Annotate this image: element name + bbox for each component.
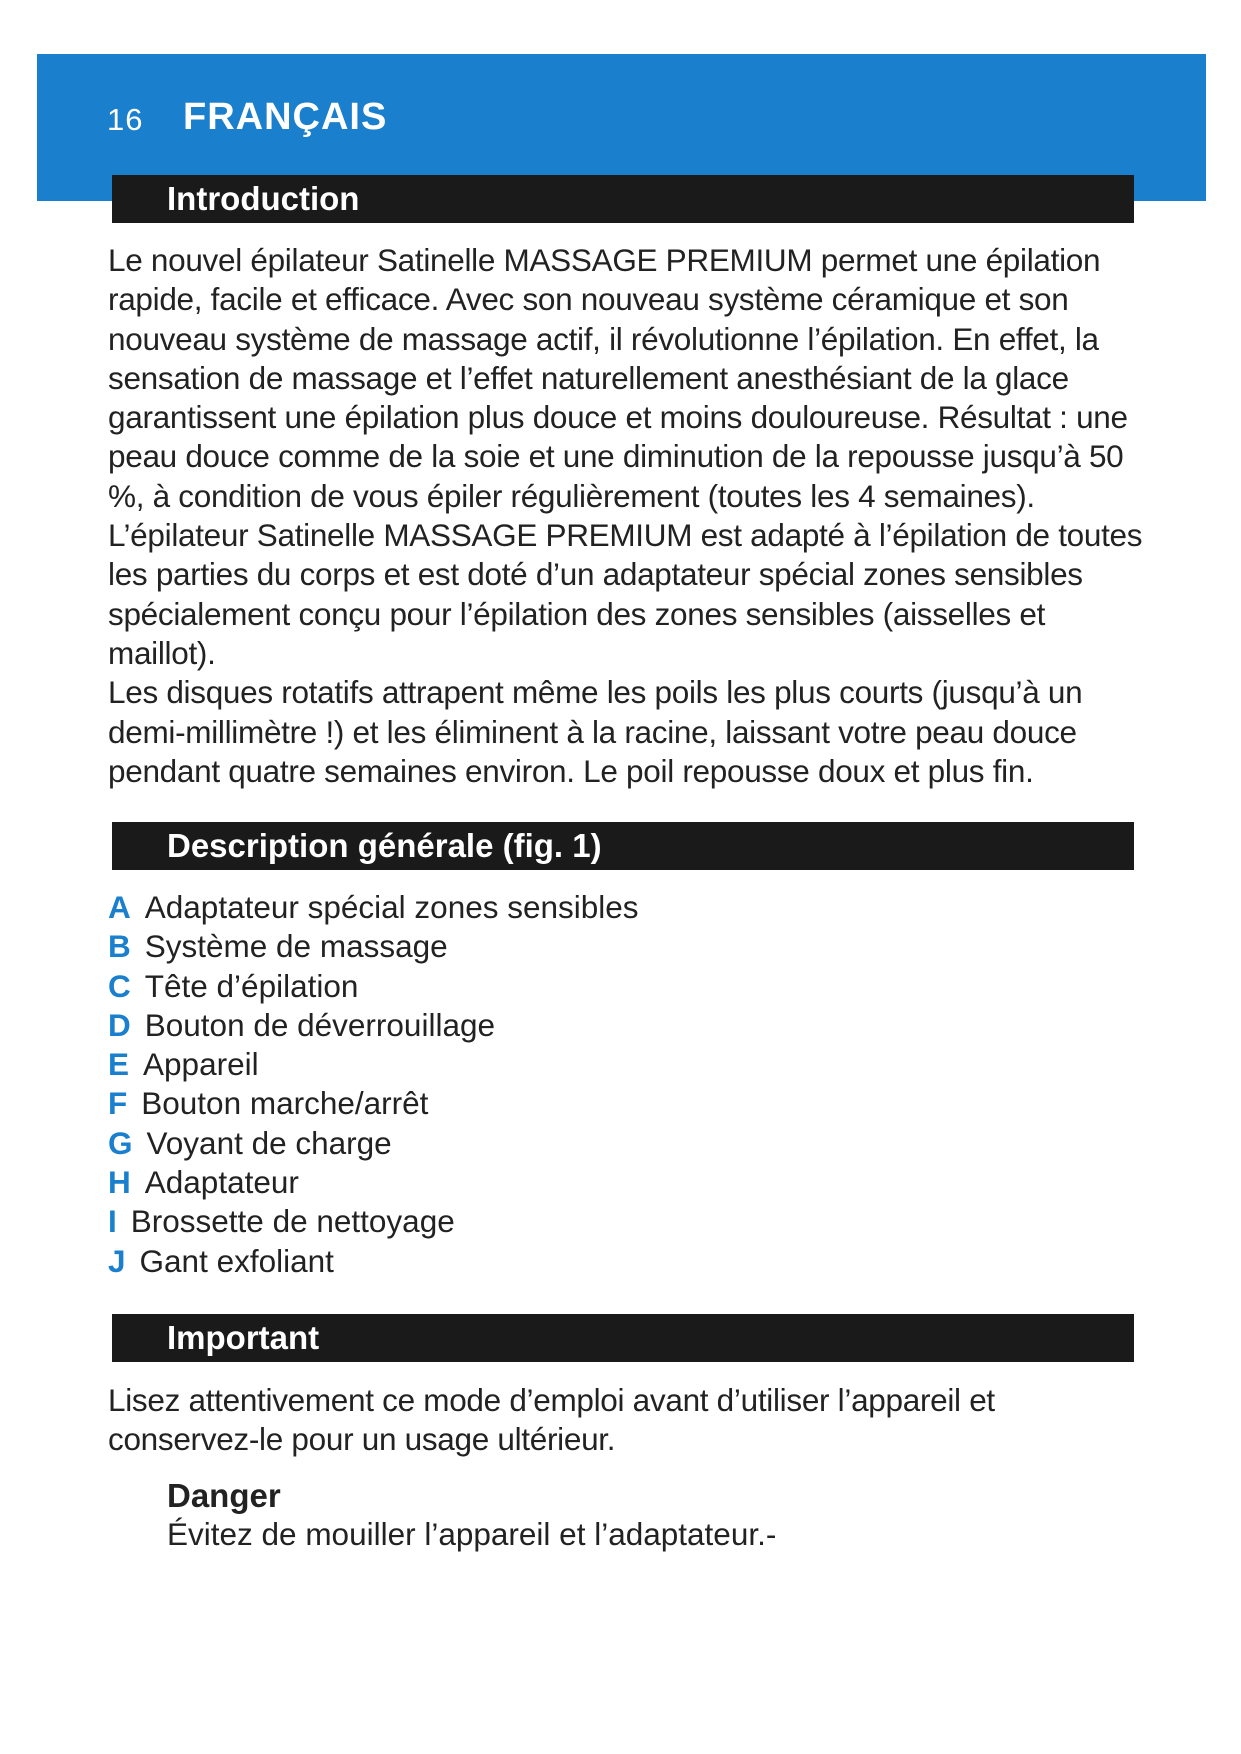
section-heading-introduction: Introduction	[112, 175, 1134, 223]
part-label: Gant exfoliant	[139, 1242, 334, 1279]
part-letter: E	[108, 1046, 130, 1083]
list-item	[108, 888, 639, 927]
section-heading-important: Important	[112, 1314, 1134, 1362]
part-label: Appareil	[143, 1046, 259, 1083]
language-title: FRANÇAIS	[183, 96, 388, 138]
section-heading-general-description: Description générale (fig. 1)	[112, 822, 1134, 870]
important-body	[108, 1381, 1028, 1460]
list-item	[108, 1202, 639, 1241]
page-number: 16	[107, 102, 144, 137]
list-item	[108, 927, 639, 966]
part-letter: H	[108, 1164, 131, 1201]
list-item	[108, 1242, 639, 1281]
introduction-paragraph: Les disques rotatifs attrapent même les poils les plus courts (jusqu’à un demi-millimètre !) et les éliminent à la racine, laissant votre peau douce pendant quatre semaines environ. Le poil repousse doux et plus fin.	[108, 674, 1083, 789]
list-item	[108, 1045, 639, 1084]
part-label: Bouton de déverrouillage	[144, 1006, 496, 1043]
part-label: Système de massage	[144, 928, 448, 965]
part-label: Voyant de charge	[146, 1124, 392, 1161]
danger-block	[167, 1476, 776, 1555]
list-item	[108, 1163, 639, 1202]
parts-list	[108, 888, 639, 1281]
part-label: Adaptateur spécial zones sensibles	[144, 889, 639, 925]
part-letter: J	[108, 1242, 126, 1279]
list-item	[108, 1006, 639, 1045]
introduction-paragraph: Le nouvel épilateur Satinelle MASSAGE PREMIUM permet une épilation rapide, facile et efficace. Avec son nouveau système céramique et son nouveau système de massage actif, il révolutionne l’épilation. En effet, la sensation de massage et l’effet naturellement anesthésiant de la glace garantissent une épilation plus douce et moins douloureuse. Résultat : une peau douce comme de la soie et une diminution de la repousse jusqu’à 50 %, à condition de vous épiler régulièrement (toutes les 4 semaines).	[108, 242, 1128, 514]
list-item	[108, 967, 639, 1006]
part-letter: D	[108, 1006, 131, 1043]
list-item	[108, 1084, 639, 1123]
danger-text: Évitez de mouiller l’appareil et l’adaptateur.-	[167, 1516, 777, 1553]
introduction-paragraph: L’épilateur Satinelle MASSAGE PREMIUM est adapté à l’épilation de toutes les parties du corps et est doté d’un adaptateur spécial zones sensibles spécialement conçu pour l’épilation des zones sensibles (aisselles et maillot).	[108, 517, 1143, 671]
part-label: Adaptateur	[144, 1164, 299, 1201]
part-letter: A	[108, 889, 131, 925]
part-letter: C	[108, 967, 131, 1004]
part-letter: F	[108, 1085, 128, 1122]
part-letter: B	[108, 928, 131, 965]
important-text: Lisez attentivement ce mode d’emploi avant d’utiliser l’appareil et conservez-le pour un usage ultérieur.	[108, 1382, 995, 1458]
part-letter: G	[108, 1124, 133, 1161]
part-label: Tête d’épilation	[144, 967, 359, 1004]
introduction-body	[108, 241, 1148, 791]
list-item	[108, 1124, 639, 1163]
part-label: Brossette de nettoyage	[130, 1203, 455, 1240]
part-label: Bouton marche/arrêt	[141, 1085, 429, 1122]
part-letter: I	[108, 1203, 117, 1240]
danger-title: Danger	[167, 1477, 281, 1514]
